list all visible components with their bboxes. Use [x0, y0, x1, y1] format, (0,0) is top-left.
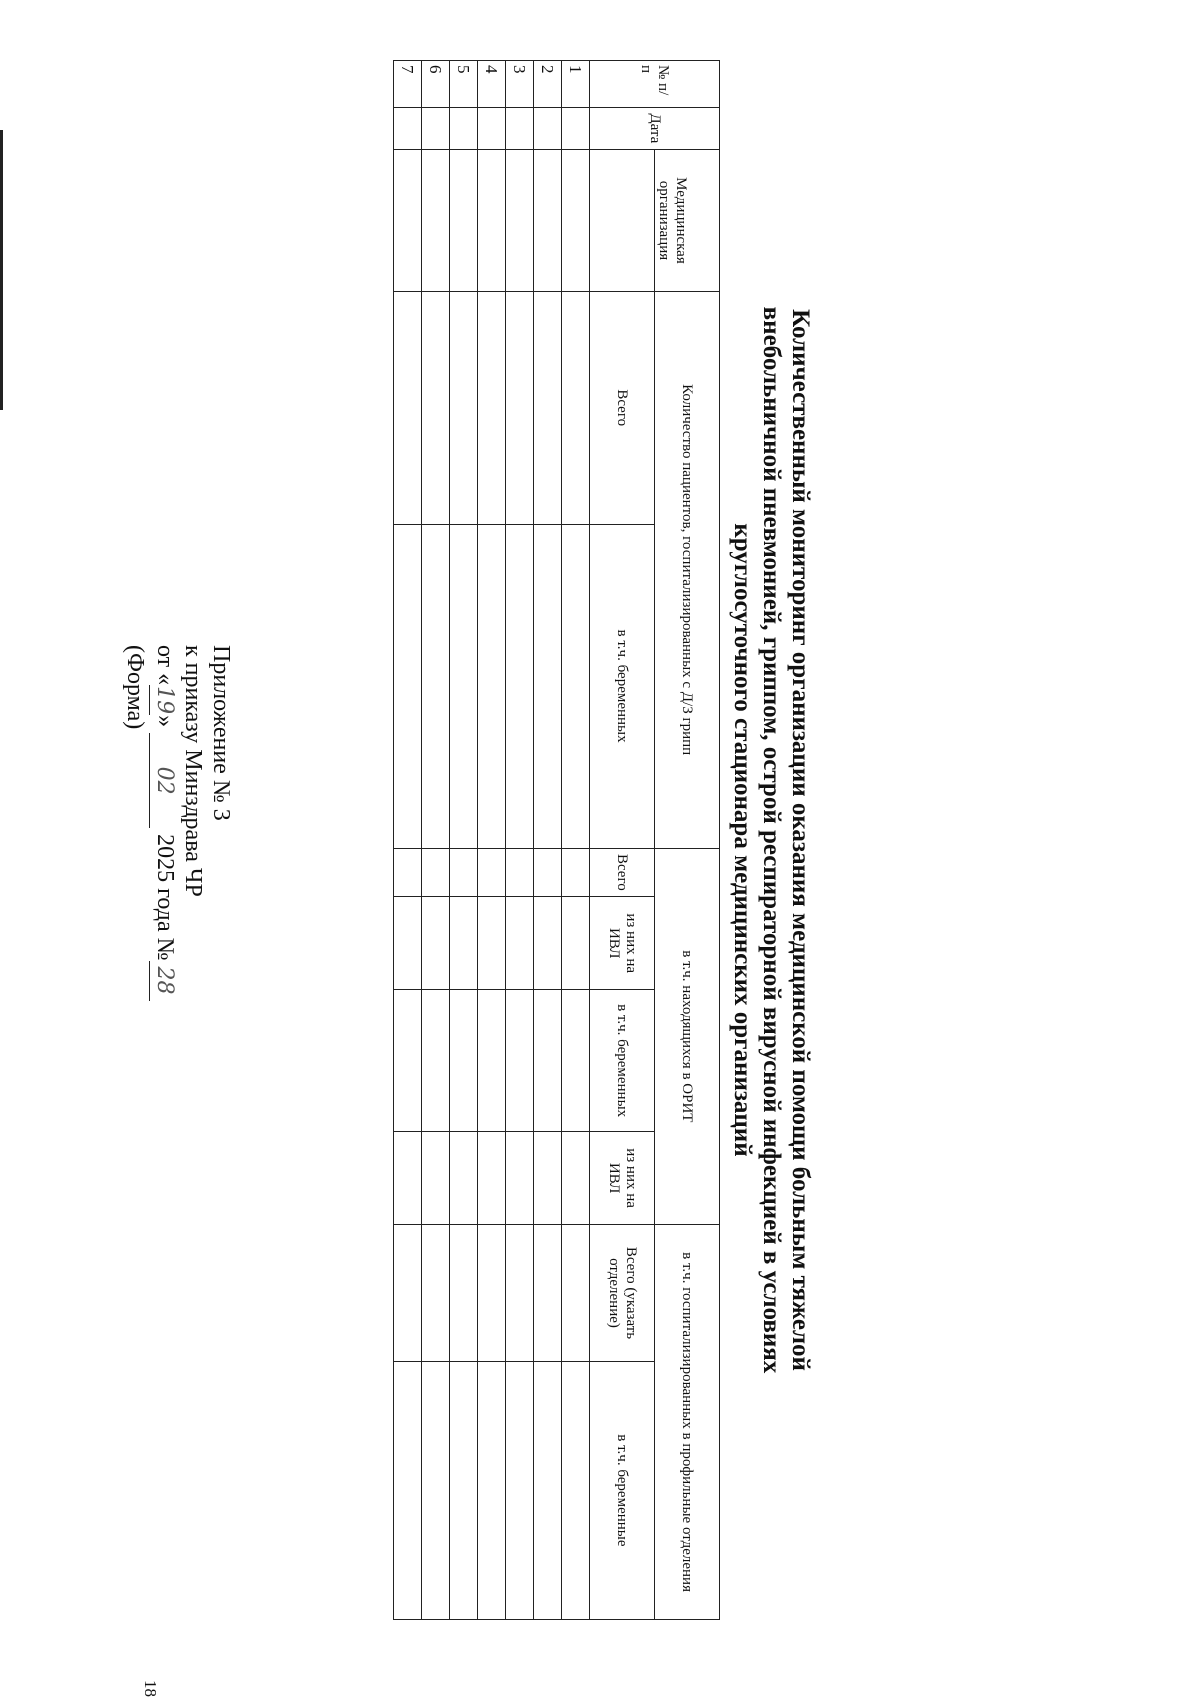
appendix-day: 19: [149, 685, 178, 715]
header-profile-group: в т.ч. госпитализированных в профильные отделения: [655, 1225, 720, 1620]
table-cell: [562, 291, 590, 524]
table-cell: [506, 1131, 534, 1224]
appendix-order-number: 28: [149, 961, 178, 1001]
table-cell: [422, 524, 450, 848]
appendix-line-2: к приказу Минздрава ЧР: [180, 645, 206, 897]
table-row: [534, 61, 562, 1620]
row-number: 4: [478, 61, 506, 108]
table-cell: [450, 990, 478, 1132]
table-cell: [506, 291, 534, 524]
table-row: [478, 61, 506, 1620]
header-patients-total: Всего: [590, 291, 655, 524]
table-cell: [534, 1225, 562, 1362]
table-cell: [450, 150, 478, 292]
table-cell: [478, 1131, 506, 1224]
appendix-line-1: Приложение № 3: [208, 645, 234, 821]
table-cell: [478, 291, 506, 524]
table-body: [394, 61, 590, 1620]
table-cell: [478, 150, 506, 292]
table-cell: [394, 291, 422, 524]
table-cell: [394, 990, 422, 1132]
header-patients-group: Количество пациентов, госпитализированных с Д/З грипп: [655, 291, 720, 848]
table-cell: [562, 1361, 590, 1619]
table-cell: [422, 1225, 450, 1362]
table-cell: [562, 990, 590, 1132]
table-row: [394, 61, 422, 1620]
table-cell: [534, 107, 562, 150]
table-cell: [450, 1361, 478, 1619]
table-cell: [478, 1225, 506, 1362]
table-cell: [450, 1131, 478, 1224]
table-cell: [450, 107, 478, 150]
rotated-page: [20, 60, 1160, 1697]
table-cell: [394, 1361, 422, 1619]
table-cell: [534, 897, 562, 990]
table-cell: [478, 1361, 506, 1619]
table-cell: [506, 107, 534, 150]
monitoring-table: [393, 60, 720, 1620]
table-cell: [534, 990, 562, 1132]
header-num: № п/п: [590, 61, 720, 108]
table-cell: [450, 291, 478, 524]
table-cell: [562, 1131, 590, 1224]
table-cell: [422, 291, 450, 524]
table-cell: [506, 524, 534, 848]
header-orit-ivl: из них на ИВЛ: [590, 897, 655, 990]
table-cell: [450, 848, 478, 897]
table-cell: [422, 990, 450, 1132]
header-date: Дата: [590, 107, 720, 150]
table-cell: [478, 990, 506, 1132]
table-cell: [478, 848, 506, 897]
header-patients-pregnant: в т.ч. беременных: [590, 524, 655, 848]
table-cell: [506, 1361, 534, 1619]
table-cell: [450, 897, 478, 990]
row-number: 2: [534, 61, 562, 108]
table-row: [450, 61, 478, 1620]
row-number: 6: [422, 61, 450, 108]
table-cell: [534, 150, 562, 292]
table-cell: [394, 1225, 422, 1362]
page-number: 18: [141, 1680, 160, 1697]
table-cell: [394, 897, 422, 990]
table-cell: [422, 897, 450, 990]
header-profile-total: Всего (указать отделение): [590, 1225, 655, 1362]
table-cell: [534, 1361, 562, 1619]
appendix-date-prefix: от «: [152, 645, 178, 686]
scan-edge-mark: [0, 130, 3, 410]
header-orit-pregnant: в т.ч. беременных: [590, 990, 655, 1132]
table-cell: [534, 1131, 562, 1224]
table-cell: [534, 524, 562, 848]
table-row: [506, 61, 534, 1620]
header-org-cont: [590, 150, 655, 292]
table-row: [562, 61, 590, 1620]
table-cell: [478, 897, 506, 990]
table-cell: [506, 990, 534, 1132]
table-cell: [478, 107, 506, 150]
table-cell: [394, 107, 422, 150]
table-cell: [478, 524, 506, 848]
table-cell: [506, 1225, 534, 1362]
title-line-1: Количественный мониторинг организации оказания медицинской помощи больным тяжелой: [787, 309, 814, 1371]
header-orit-pregnant-ivl: из них на ИВЛ: [590, 1131, 655, 1224]
table-cell: [562, 107, 590, 150]
row-number: 1: [562, 61, 590, 108]
row-number: 3: [506, 61, 534, 108]
title-line-3: круглосуточного стационара медицинских организаций: [729, 523, 756, 1157]
table-cell: [394, 150, 422, 292]
table-cell: [394, 848, 422, 897]
table-cell: [562, 848, 590, 897]
table-cell: [534, 848, 562, 897]
document-title: [728, 60, 815, 1620]
table-row: [422, 61, 450, 1620]
header-profile-pregnant: в т.ч. беременные: [590, 1361, 655, 1619]
table-cell: [562, 1225, 590, 1362]
header-org: Медицинская организация: [655, 150, 720, 292]
header-orit-group: в т.ч. находящихся в ОРИТ: [655, 848, 720, 1225]
table-cell: [506, 897, 534, 990]
table-cell: [422, 848, 450, 897]
table-cell: [394, 524, 422, 848]
table-cell: [450, 524, 478, 848]
table-cell: [506, 150, 534, 292]
table-cell: [562, 150, 590, 292]
table-cell: [422, 150, 450, 292]
monitoring-table-wrap: [20, 60, 720, 1620]
row-number: 7: [394, 61, 422, 108]
appendix-line-4: (Форма): [122, 645, 148, 730]
title-line-2: внебольничной пневмонией, гриппом, острой респираторной вирусной инфекцией в условиях: [758, 306, 785, 1374]
row-number: 5: [450, 61, 478, 108]
header-orit-total: Всего: [590, 848, 655, 897]
table-cell: [422, 1361, 450, 1619]
table-cell: [562, 897, 590, 990]
appendix-year: 2025 года №: [152, 834, 178, 961]
appendix-date-mid: »: [152, 715, 178, 728]
table-cell: [394, 1131, 422, 1224]
table-cell: [450, 1225, 478, 1362]
table-cell: [506, 848, 534, 897]
table-cell: [422, 1131, 450, 1224]
table-cell: [534, 291, 562, 524]
table-cell: [562, 524, 590, 848]
appendix-month: 02: [149, 733, 178, 828]
table-cell: [422, 107, 450, 150]
